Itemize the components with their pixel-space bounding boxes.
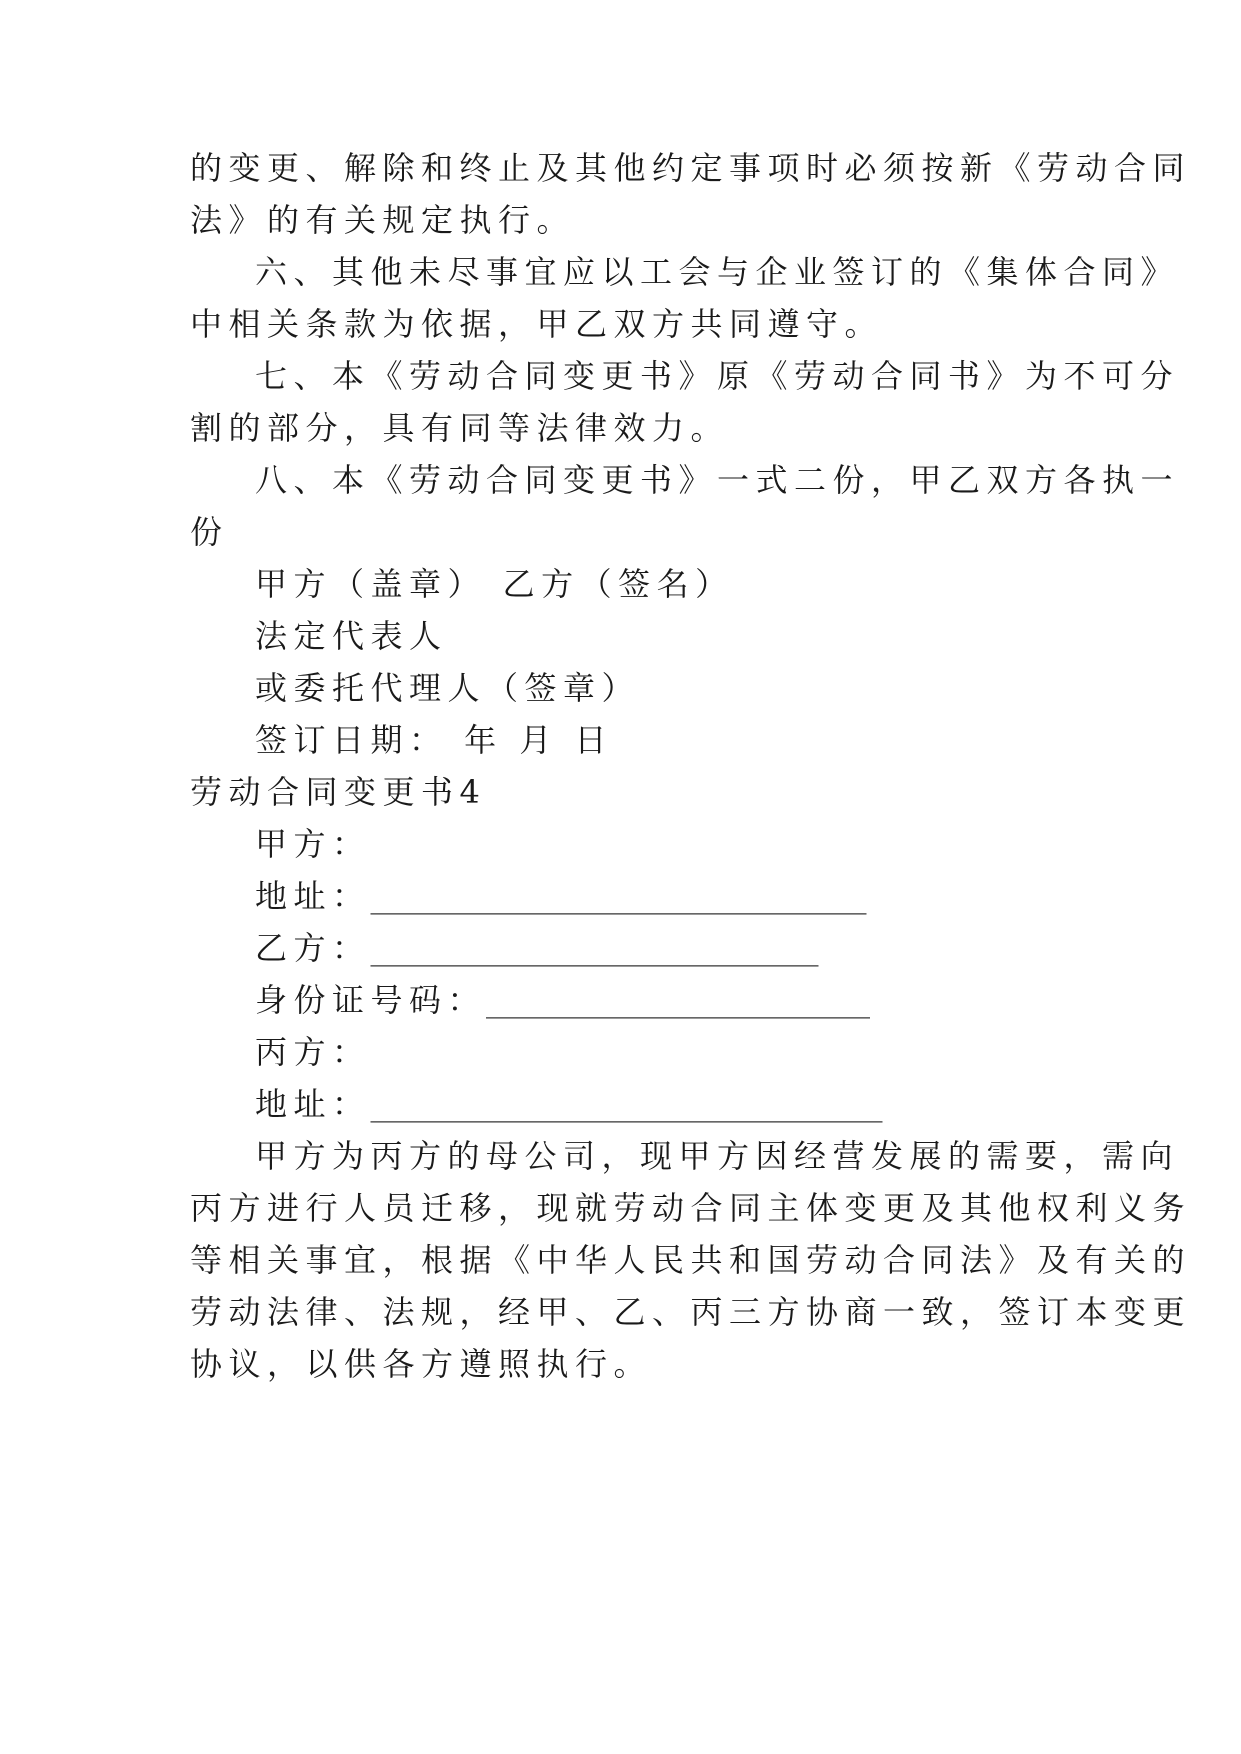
address-label: 地址： bbox=[255, 877, 371, 915]
text-line: 甲方为丙方的母公司，现甲方因经营发展的需要，需向 bbox=[255, 1137, 1180, 1175]
address-blank: ________________________________ bbox=[370, 1085, 883, 1123]
party-a-address-line bbox=[255, 876, 867, 916]
signature-parties-line: 甲方（盖章） 乙方（签名） bbox=[255, 565, 734, 603]
text-line: 等相关事宜，根据《中华人民共和国劳动合同法》及有关的 bbox=[190, 1241, 1192, 1279]
section-title: 劳动合同变更书4 bbox=[190, 773, 487, 811]
address-blank: _______________________________ bbox=[370, 877, 867, 915]
text-line: 的变更、解除和终止及其他约定事项时必须按新《劳动合同 bbox=[190, 149, 1192, 187]
id-number-blank: ________________________ bbox=[486, 981, 871, 1019]
text-line: 劳动法律、法规，经甲、乙、丙三方协商一致，签订本变更 bbox=[190, 1293, 1192, 1331]
legal-representative-line: 法定代表人 bbox=[255, 617, 448, 655]
text-line: 协议，以供各方遵照执行。 bbox=[190, 1345, 653, 1383]
text-line: 六、其他未尽事宜应以工会与企业签订的《集体合同》 bbox=[255, 253, 1180, 291]
party-b-blank: ____________________________ bbox=[370, 929, 819, 967]
text-line: 八、本《劳动合同变更书》一式二份，甲乙双方各执一 bbox=[255, 461, 1180, 499]
id-number-label: 身份证号码： bbox=[255, 981, 487, 1019]
party-a-label: 甲方： bbox=[255, 825, 371, 863]
text-line: 割的部分，具有同等法律效力。 bbox=[190, 409, 730, 447]
id-number-line bbox=[255, 980, 870, 1020]
authorized-agent-line: 或委托代理人（签章） bbox=[255, 669, 641, 707]
party-c-label: 丙方： bbox=[255, 1033, 371, 1071]
party-b-label: 乙方： bbox=[255, 929, 371, 967]
text-line: 中相关条款为依据，甲乙双方共同遵守。 bbox=[190, 305, 884, 343]
text-line: 法》的有关规定执行。 bbox=[190, 201, 576, 239]
party-c-address-line bbox=[255, 1084, 883, 1124]
party-b-line bbox=[255, 928, 819, 968]
text-line: 丙方进行人员迁移，现就劳动合同主体变更及其他权利义务 bbox=[190, 1189, 1192, 1227]
signing-date-line: 签订日期： 年 月 日 bbox=[255, 721, 614, 759]
text-line: 份 bbox=[190, 513, 229, 551]
address-label: 地址： bbox=[255, 1085, 371, 1123]
text-line: 七、本《劳动合同变更书》原《劳动合同书》为不可分 bbox=[255, 357, 1180, 395]
